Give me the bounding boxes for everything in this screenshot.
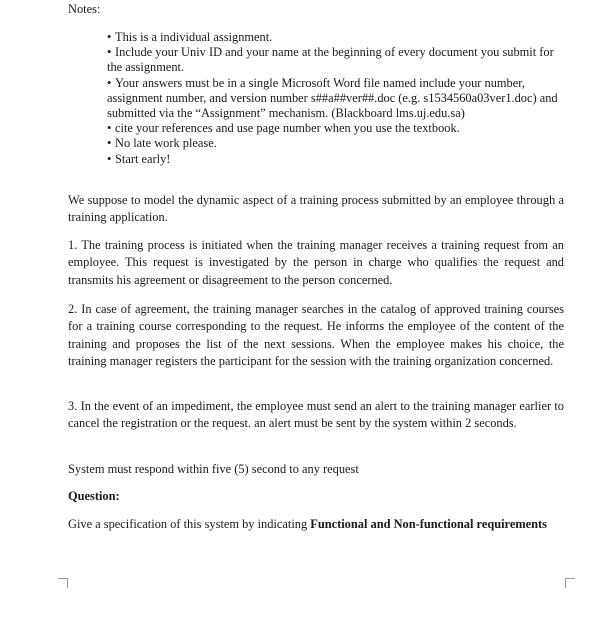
bullet-icon: • bbox=[107, 151, 112, 166]
question-text bbox=[68, 516, 564, 533]
question-heading: Question: bbox=[68, 489, 120, 503]
intro-paragraph: We suppose to model the dynamic aspect of a training process submitted by an employee through a training application. bbox=[68, 193, 564, 225]
bullet-text: Start early! bbox=[115, 151, 171, 166]
page-margin-corner-right bbox=[565, 578, 575, 588]
list-item bbox=[107, 136, 567, 151]
bullet-text: This is a individual assignment. bbox=[115, 30, 273, 44]
list-item bbox=[107, 121, 567, 136]
bullet-icon: • bbox=[107, 136, 112, 151]
system-requirement-line: System must respond within five (5) second to any request bbox=[68, 462, 359, 476]
paragraph-1: 1. The training process is initiated when the training manager receives a training request from an employee. This request is investigated by the person in charge who qualifies the request and transmits his agreement or disagreement to the person concerned. bbox=[68, 238, 564, 287]
bullet-text: Include your Univ ID and your name at the beginning of every document you submit for the assignment. bbox=[107, 45, 554, 75]
bullet-icon: • bbox=[107, 121, 112, 136]
list-item bbox=[107, 45, 567, 75]
list-item bbox=[107, 76, 567, 122]
page-margin-corner-left bbox=[58, 578, 68, 588]
bullet-icon: • bbox=[107, 75, 112, 90]
bullet-text: Your answers must be in a single Microsoft Word file named include your number, assignment number, and version number s##a##ver##.doc (e.g. s1534560a03ver1.doc) and submitted via the “Assignment” mechanism. (Blackboard lms.uj.edu.sa) bbox=[107, 75, 558, 121]
bullet-icon: • bbox=[107, 30, 112, 44]
question-prefix: Give a specification of this system by indicating bbox=[68, 517, 311, 531]
list-item bbox=[107, 30, 567, 45]
bullet-icon: • bbox=[107, 45, 112, 60]
paragraph-2: 2. In case of agreement, the training manager searches in the catalog of approved training courses for a training course corresponding to the request. He informs the employee of the content of the training and proposes the list of the next sessions. When the employee makes his choice, the training manager registers the participant for the session with the training organization concerned. bbox=[68, 302, 564, 368]
paragraph-3: 3. In the event of an impediment, the employee must send an alert to the training manager earlier to cancel the registration or the request. an alert must be sent by the system within 2 seconds. bbox=[68, 399, 564, 431]
question-emphasis: Functional and Non-functional requirements bbox=[310, 517, 547, 531]
bullet-text: No late work please. bbox=[115, 136, 217, 151]
bullet-text: cite your references and use page number when you use the textbook. bbox=[115, 121, 460, 136]
notes-heading: Notes: bbox=[68, 2, 101, 16]
list-item bbox=[107, 152, 567, 167]
notes-bullet-list bbox=[107, 30, 567, 167]
